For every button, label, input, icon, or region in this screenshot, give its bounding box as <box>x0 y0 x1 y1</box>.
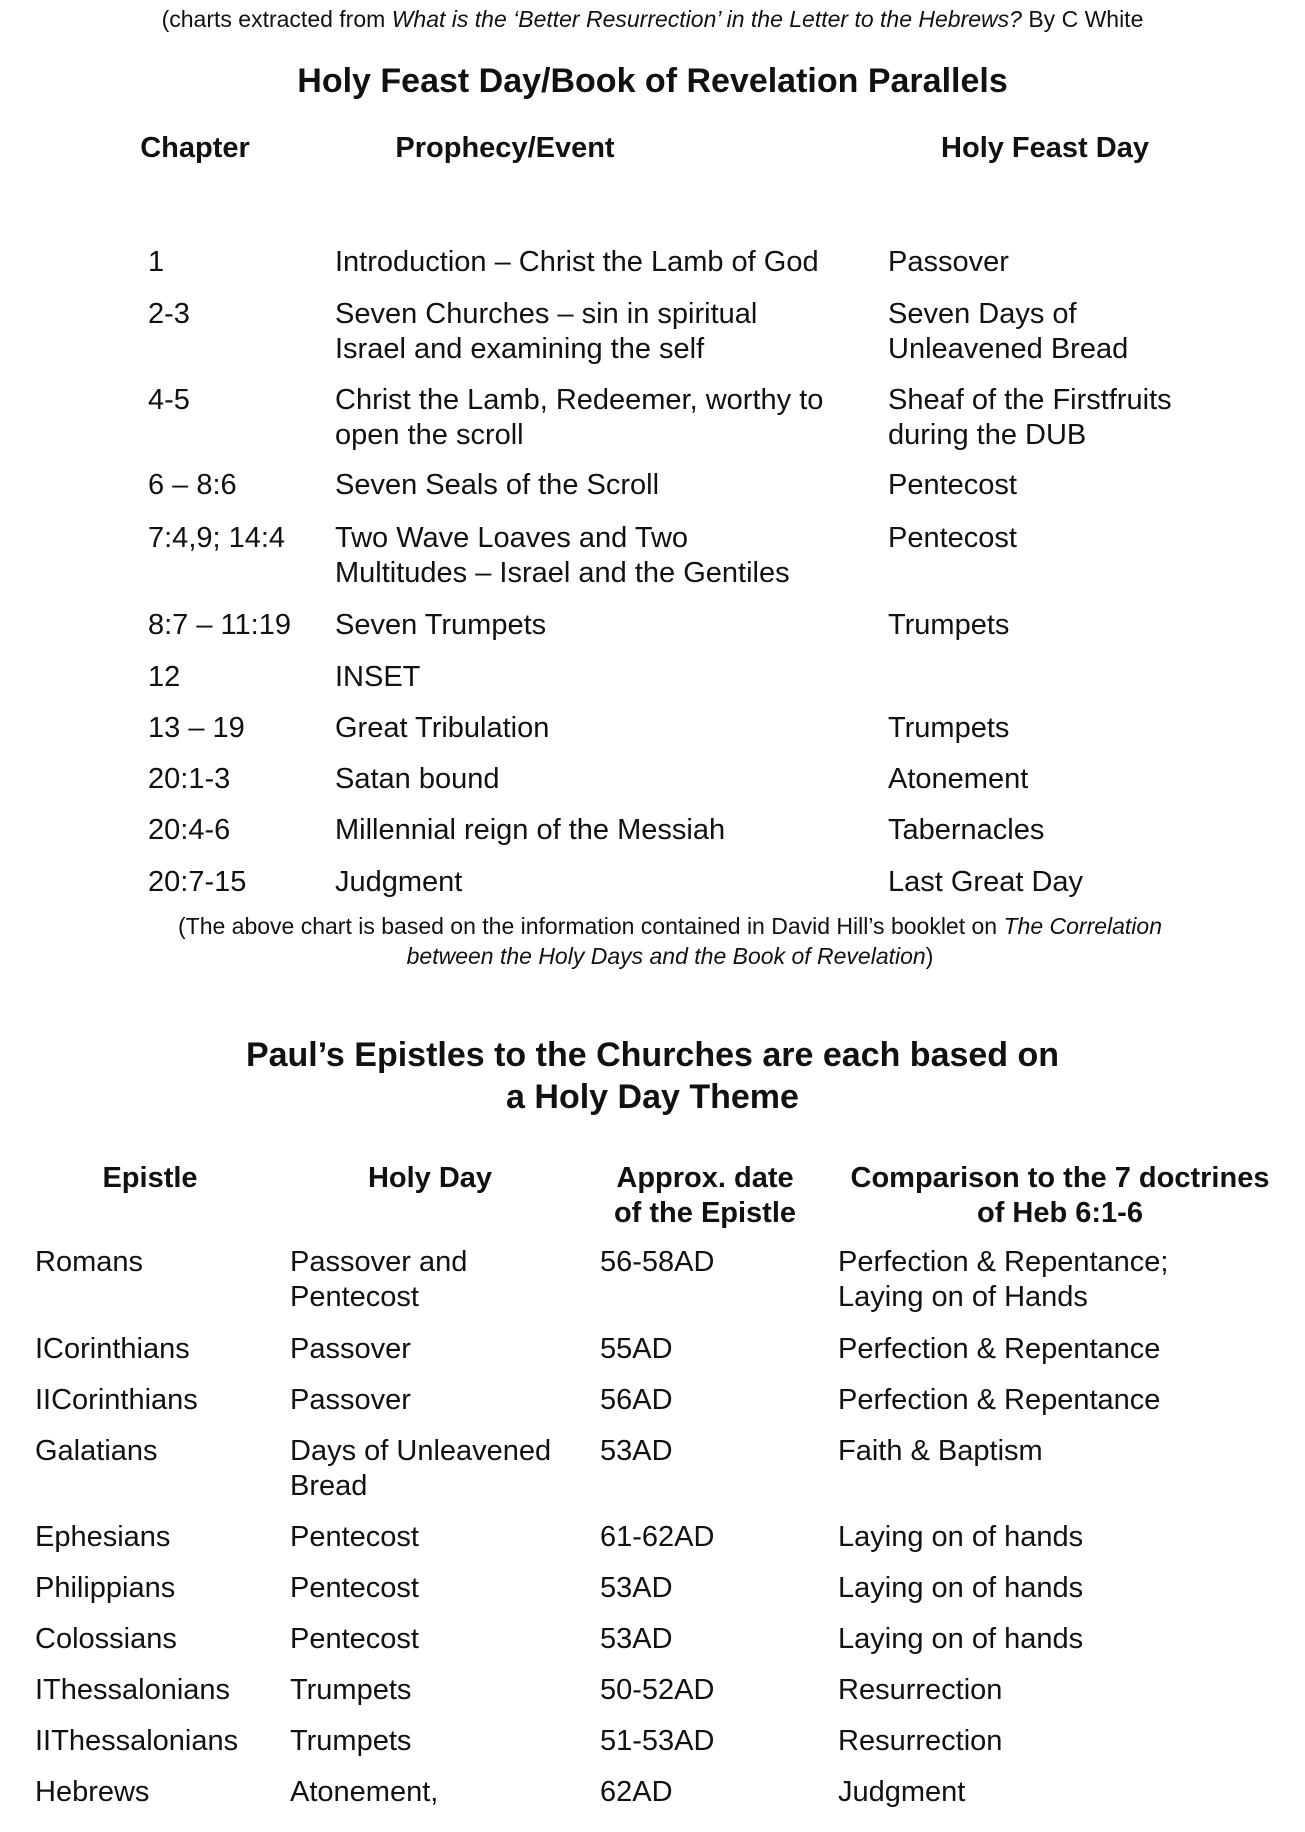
table2-cell-epistle: ICorinthians <box>35 1333 190 1365</box>
table2-header-epistle: Epistle <box>102 1162 198 1194</box>
table1-cell-feast: Pentecost <box>888 522 1017 554</box>
table1-cell-chapter: 4-5 <box>148 384 190 416</box>
table2-cell-holy-day: Trumpets <box>290 1725 412 1757</box>
table1-cell-chapter: 12 <box>148 661 181 693</box>
table1-cell-feast: Passover <box>888 246 1009 278</box>
table2-cell-comparison: Resurrection <box>838 1725 1003 1757</box>
table2-cell-holy-day: Days of Unleavened <box>290 1435 552 1467</box>
table2-header-date: Approx. date <box>616 1162 794 1194</box>
table2-cell-comparison: Laying on of hands <box>838 1623 1084 1655</box>
table2-title-line1: Paul’s Epistles to the Churches are each based on <box>245 1036 1060 1074</box>
table1-cell-chapter: 6 – 8:6 <box>148 469 237 501</box>
table2-cell-epistle: Romans <box>35 1246 143 1278</box>
table1-title: Holy Feast Day/Book of Revelation Parallels <box>297 62 1008 100</box>
table1-cell-chapter: 13 – 19 <box>148 712 245 744</box>
table2-header-comparison: of Heb 6:1-6 <box>977 1197 1143 1229</box>
table2-cell-date: 56AD <box>600 1384 673 1416</box>
table1-cell-chapter: 7:4,9; 14:4 <box>148 522 286 554</box>
table1-cell-event: Israel and examining the self <box>335 333 705 365</box>
table1-cell-event: Judgment <box>335 866 463 898</box>
table2-cell-epistle: IICorinthians <box>35 1384 198 1416</box>
table2-header-comparison: Comparison to the 7 doctrines <box>850 1162 1270 1194</box>
table2-cell-date: 53AD <box>600 1435 673 1467</box>
table2-cell-epistle: Hebrews <box>35 1776 150 1808</box>
table2-cell-date: 53AD <box>600 1572 673 1604</box>
table2-cell-comparison: Perfection & Repentance; <box>838 1246 1169 1278</box>
table2-cell-epistle: Colossians <box>35 1623 177 1655</box>
table2-cell-epistle: Galatians <box>35 1435 158 1467</box>
table2-cell-holy-day: Passover <box>290 1384 411 1416</box>
table2-cell-holy-day: Pentecost <box>290 1521 419 1553</box>
table1-source-note: (The above chart is based on the information contained in David Hill’s booklet on The Correlation between the Holy Days and the Book of Revelation) <box>177 913 1163 969</box>
table2-cell-holy-day: Atonement, <box>290 1776 439 1808</box>
table1-cell-feast: Trumpets <box>888 609 1010 641</box>
table1-cell-chapter: 20:1-3 <box>148 763 231 795</box>
table1-cell-event: Seven Trumpets <box>335 609 547 641</box>
table1-cell-chapter: 20:7-15 <box>148 866 247 898</box>
table1-cell-feast: Pentecost <box>888 469 1017 501</box>
table1-header-feast: Holy Feast Day <box>941 132 1149 164</box>
table1-cell-event: Multitudes – Israel and the Gentiles <box>335 557 790 589</box>
table1-cell-event: Millennial reign of the Messiah <box>335 814 726 846</box>
table2-cell-date: 61-62AD <box>600 1521 715 1553</box>
table2-cell-date: 62AD <box>600 1776 673 1808</box>
source-book-title: What is the ‘Better Resurrection’ in the Letter to the Hebrews? <box>391 6 1022 32</box>
table2-cell-holy-day: Bread <box>290 1470 368 1502</box>
table2-cell-holy-day: Pentecost <box>290 1572 419 1604</box>
table1-cell-event: INSET <box>335 661 421 693</box>
table1-cell-chapter: 8:7 – 11:19 <box>148 609 291 641</box>
table2-title-line2: a Holy Day Theme <box>506 1078 799 1116</box>
table1-cell-event: Great Tribulation <box>335 712 550 744</box>
table1-cell-event: Seven Seals of the Scroll <box>335 469 660 501</box>
table2-cell-epistle: IIThessalonians <box>35 1725 239 1757</box>
table1-cell-feast: Seven Days of <box>888 298 1077 330</box>
table2-cell-epistle: IThessalonians <box>35 1674 231 1706</box>
table2-cell-date: 51-53AD <box>600 1725 715 1757</box>
table2-cell-comparison: Laying on of hands <box>838 1572 1084 1604</box>
table1-cell-event: Seven Churches – sin in spiritual <box>335 298 758 330</box>
table2-cell-comparison: Laying on of Hands <box>838 1281 1088 1313</box>
table2-cell-date: 55AD <box>600 1333 673 1365</box>
table2-cell-comparison: Perfection & Repentance <box>838 1384 1161 1416</box>
table1-cell-event: Satan bound <box>335 763 500 795</box>
table1-header-chapter: Chapter <box>140 132 250 164</box>
table2-cell-holy-day: Pentecost <box>290 1281 419 1313</box>
table2-cell-comparison: Laying on of hands <box>838 1521 1084 1553</box>
table2-cell-holy-day: Trumpets <box>290 1674 412 1706</box>
table2-cell-comparison: Perfection & Repentance <box>838 1333 1161 1365</box>
table1-cell-feast: Unleavened Bread <box>888 333 1129 365</box>
table2-cell-date: 53AD <box>600 1623 673 1655</box>
table1-cell-chapter: 1 <box>148 246 165 278</box>
table2-cell-holy-day: Pentecost <box>290 1623 419 1655</box>
table2-cell-holy-day: Passover <box>290 1333 411 1365</box>
table1-cell-feast: during the DUB <box>888 419 1087 451</box>
table2-header-holy-day: Holy Day <box>367 1162 493 1194</box>
table1-cell-event: Introduction – Christ the Lamb of God <box>335 246 819 278</box>
table2-cell-epistle: Ephesians <box>35 1521 171 1553</box>
source-credit: (charts extracted from What is the ‘Better Resurrection’ in the Letter to the Hebrews? By C White <box>161 6 1144 32</box>
table1-cell-event: Two Wave Loaves and Two <box>335 522 689 554</box>
table2-cell-comparison: Resurrection <box>838 1674 1003 1706</box>
table1-cell-chapter: 20:4-6 <box>148 814 231 846</box>
table1-cell-chapter: 2-3 <box>148 298 190 330</box>
table1-cell-feast: Last Great Day <box>888 866 1084 898</box>
table1-cell-feast: Sheaf of the Firstfruits <box>888 384 1172 416</box>
table2-cell-comparison: Judgment <box>838 1776 966 1808</box>
table2-cell-comparison: Faith & Baptism <box>838 1435 1043 1467</box>
table1-cell-feast: Tabernacles <box>888 814 1045 846</box>
table2-cell-date: 50-52AD <box>600 1674 715 1706</box>
table2-header-date: of the Epistle <box>613 1197 797 1229</box>
table1-header-event: Prophecy/Event <box>395 132 615 164</box>
table1-cell-event: Christ the Lamb, Redeemer, worthy to <box>335 384 824 416</box>
table1-cell-feast: Trumpets <box>888 712 1010 744</box>
table1-cell-event: open the scroll <box>335 419 524 451</box>
table2-cell-holy-day: Passover and <box>290 1246 468 1278</box>
table2-cell-epistle: Philippians <box>35 1572 176 1604</box>
table1-cell-feast: Atonement <box>888 763 1029 795</box>
table2-cell-date: 56-58AD <box>600 1246 715 1278</box>
